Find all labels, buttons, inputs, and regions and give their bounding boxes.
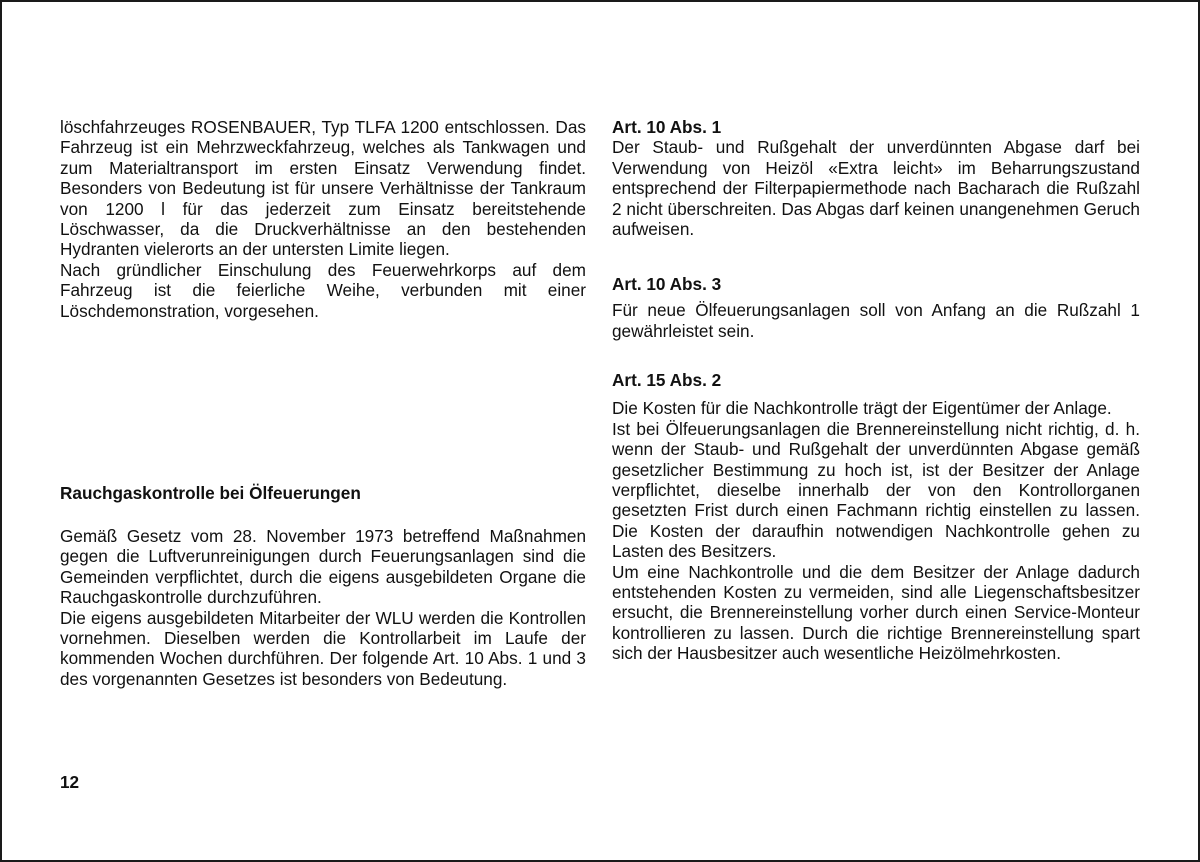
article-heading: Art. 15 Abs. 2 — [612, 370, 722, 390]
section-paragraph-1: Gemäß Gesetz vom 28. November 1973 betreffend Maßnahmen gegen die Luftverunreinigungen durch Feuerungsanlagen sind die Gemeinden verpflichtet, durch die eigens ausgebildeten Organe die Rauchgaskontrolle durchzuführen. — [60, 526, 586, 608]
left-intro — [60, 117, 586, 321]
intro-paragraph-1: löschfahrzeuges ROSENBAUER, Typ TLFA 1200 entschlossen. Das Fahrzeug ist ein Mehrzweckfahrzeug, welches als Tankwagen und zum Materialtransport im ersten Einsatz Verwendung findet. Besonders von Bedeutung ist für unsere Verhältnisse der Tankraum von 1200 l für das jederzeit zum Einsatz bereitstehende Löschwasser, da die Druckverhältnisse an den bestehenden Hydranten vielerorts an der untersten Limite liegen. — [60, 117, 586, 260]
article-10-1 — [612, 117, 1140, 239]
article-text: Der Staub- und Rußgehalt der unverdünnten Abgase darf bei Verwendung von Heizöl «Extra leicht» im Beharrungszustand entsprechend der Filterpapiermethode nach Bacharach die Rußzahl 2 nicht überschreiten. Das Abgas darf keinen unangenehmen Geruch aufweisen. — [612, 137, 1140, 240]
article-paragraph-2: Ist bei Ölfeuerungsanlagen die Brennereinstellung nicht richtig, d. h. wenn der Staub- und Rußgehalt der unverdünnten Abgase gemäß gesetzlicher Bestimmung zu hoch ist, ist der Besitzer der Anlage verpflichtet, dieselbe innerhalb der von den Kontrollorganen gesetzten Frist durch einen Fachmann richtig einstellen zu lassen. Die Kosten der daraufhin notwendigen Nachkontrolle gehen zu Lasten des Besitzers. — [612, 418, 1140, 562]
section-paragraph-2: Die eigens ausgebildeten Mitarbeiter der WLU werden die Kontrollen vornehmen. Dieselben werden die Kontrollarbeit im Laufe der kommenden Wochen durchführen. Der folgende Art. 10 Abs. 1 und 3 des vorgenannten Gesetzes ist besonders von Bedeutung. — [60, 607, 586, 689]
article-text: Für neue Ölfeuerungsanlagen soll von Anfang an die Rußzahl 1 gewährleistet sein. — [612, 300, 1140, 341]
article-10-3 — [612, 274, 1140, 341]
page-number: 12 — [60, 772, 80, 792]
intro-paragraph-2: Nach gründlicher Einschulung des Feuerwehrkorps auf dem Fahrzeug ist die feierliche Weihe, verbunden mit einer Löschdemonstration, vorgesehen. — [60, 259, 586, 321]
article-heading: Art. 10 Abs. 3 — [612, 274, 722, 294]
article-heading: Art. 10 Abs. 1 — [612, 117, 722, 137]
section-body — [60, 526, 586, 689]
article-15-2 — [612, 370, 1140, 664]
article-paragraph-1: Die Kosten für die Nachkontrolle trägt der Eigentümer der Anlage. — [612, 398, 1112, 419]
section-heading: Rauchgaskontrolle bei Ölfeuerungen — [60, 483, 361, 503]
article-paragraph-3: Um eine Nachkontrolle und die dem Besitzer der Anlage dadurch entstehenden Kosten zu vermeiden, sind alle Liegenschaftsbesitzer ersucht, die Brennereinstellung vorher durch einen Service-Monteur kontrollieren zu lassen. Durch die richtige Brennereinstellung spart sich der Hausbesitzer auch wesentliche Heizölmehrkosten. — [612, 561, 1140, 664]
